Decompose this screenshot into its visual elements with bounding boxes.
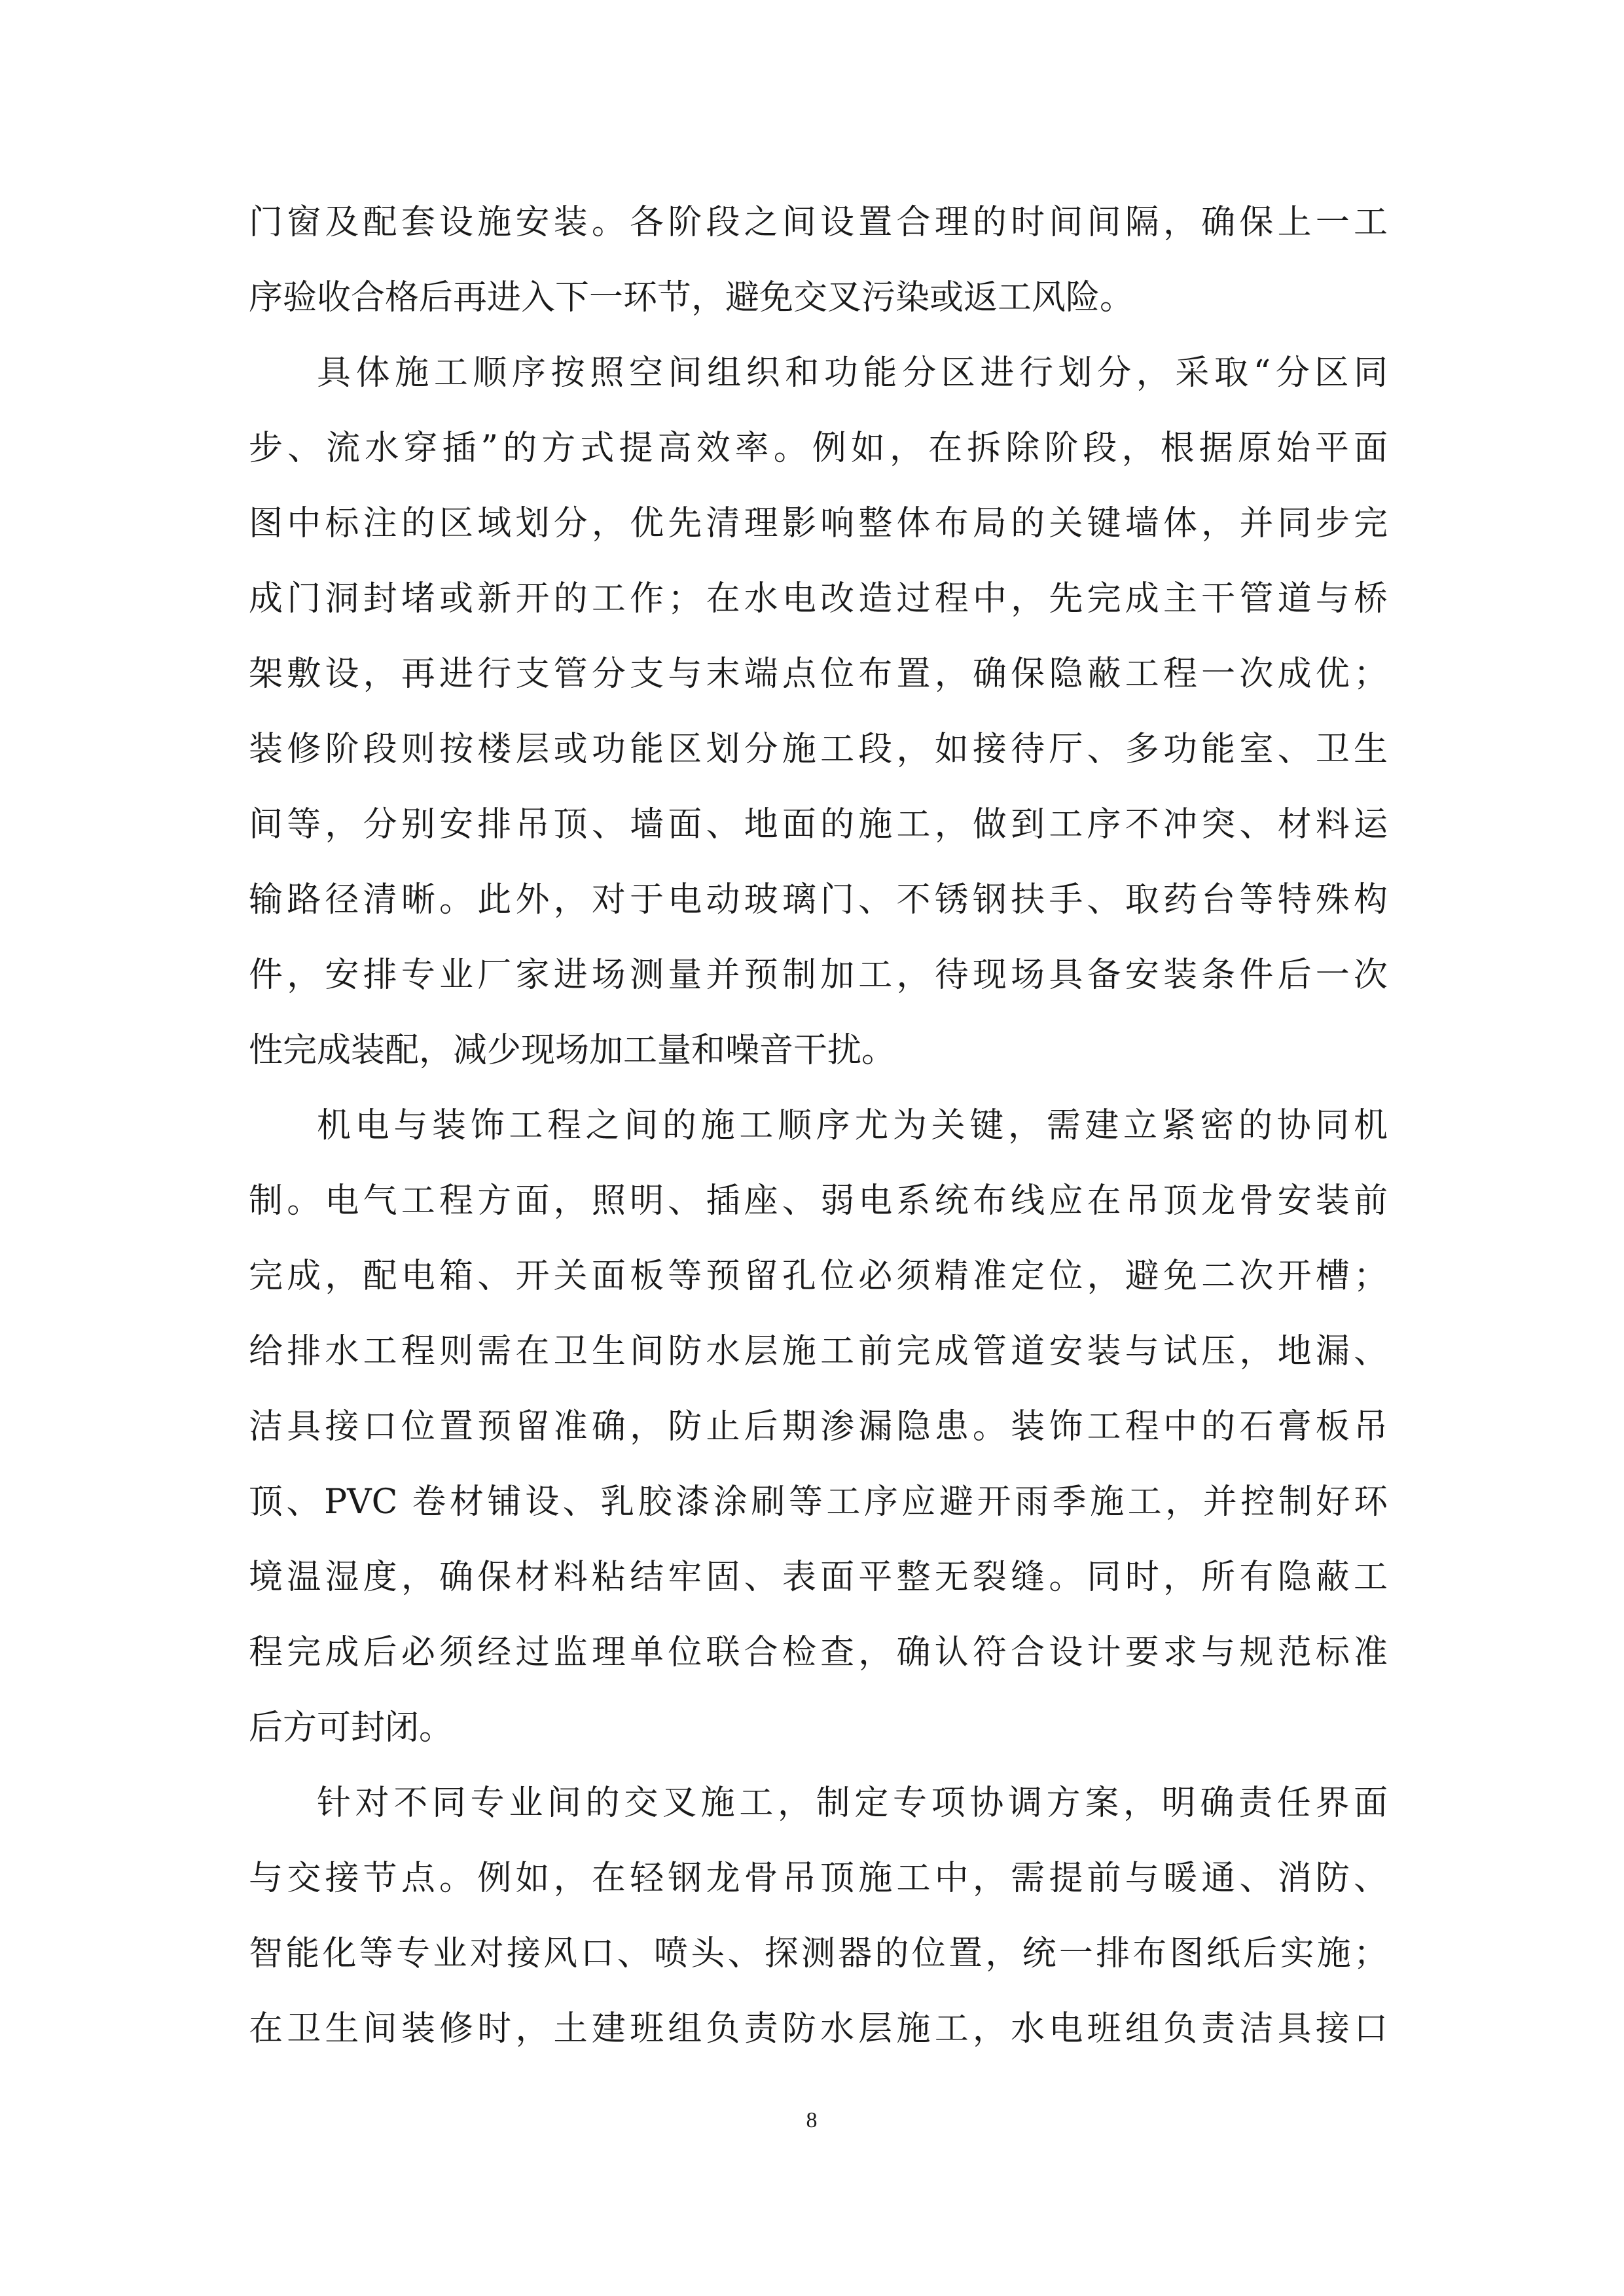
- text-line: 与交接节点。例如，在轻钢龙骨吊顶施工中，需提前与暖通、消防、: [249, 1859, 1388, 1898]
- text-line: 性完成装配，减少现场加工量和噪音干扰。: [249, 1031, 896, 1070]
- text-line: 针对不同专业间的交叉施工，制定专项协调方案，明确责任界面: [317, 1784, 1388, 1823]
- text-line: 具体施工顺序按照空间组织和功能分区进行划分，采取“分区同: [317, 353, 1388, 393]
- text-line: 程完成后必须经过监理单位联合检查，确认符合设计要求与规范标准: [249, 1633, 1388, 1672]
- text-line: 输路径清晰。此外，对于电动玻璃门、不锈钢扶手、取药台等特殊构: [249, 880, 1388, 920]
- page-number: 8: [806, 2108, 818, 2132]
- text-line: 间等，分别安排吊顶、墙面、地面的施工，做到工序不冲突、材料运: [249, 805, 1388, 844]
- text-line: 完成，配电箱、开关面板等预留孔位必须精准定位，避免二次开槽；: [249, 1257, 1388, 1296]
- text-line: 制。电气工程方面，照明、插座、弱电系统布线应在吊顶龙骨安装前: [249, 1181, 1388, 1221]
- text-line: 在卫生间装修时，土建班组负责防水层施工，水电班组负责洁具接口: [249, 2009, 1388, 2049]
- text-line: 境温湿度，确保材料粘结牢固、表面平整无裂缝。同时，所有隐蔽工: [249, 1558, 1388, 1597]
- text-line: 机电与装饰工程之间的施工顺序尤为关键，需建立紧密的协同机: [317, 1106, 1388, 1145]
- text-line: 门窗及配套设施安装。各阶段之间设置合理的时间间隔，确保上一工: [249, 203, 1388, 242]
- text-line: 件，安排专业厂家进场测量并预制加工，待现场具备安装条件后一次: [249, 956, 1388, 995]
- text-line: 序验收合格后再进入下一环节，避免交叉污染或返工风险。: [249, 278, 1134, 317]
- text-line: 架敷设，再进行支管分支与末端点位布置，确保隐蔽工程一次成优；: [249, 655, 1388, 694]
- text-line: 装修阶段则按楼层或功能区划分施工段，如接待厅、多功能室、卫生: [249, 730, 1388, 769]
- text-line: 图中标注的区域划分，优先清理影响整体布局的关键墙体，并同步完: [249, 504, 1388, 543]
- text-line: 后方可封闭。: [249, 1708, 454, 1748]
- text-line: 智能化等专业对接风口、喷头、探测器的位置，统一排布图纸后实施；: [249, 1934, 1388, 1973]
- text-line: 顶、PVC 卷材铺设、乳胶漆涂刷等工序应避开雨季施工，并控制好环: [249, 1482, 1388, 1522]
- text-line: 洁具接口位置预留准确，防止后期渗漏隐患。装饰工程中的石膏板吊: [249, 1407, 1388, 1446]
- text-line: 步、流水穿插”的方式提高效率。例如，在拆除阶段，根据原始平面: [249, 429, 1388, 468]
- text-line: 给排水工程则需在卫生间防水层施工前完成管道安装与试压，地漏、: [249, 1332, 1388, 1371]
- text-line: 成门洞封堵或新开的工作；在水电改造过程中，先完成主干管道与桥: [249, 579, 1388, 619]
